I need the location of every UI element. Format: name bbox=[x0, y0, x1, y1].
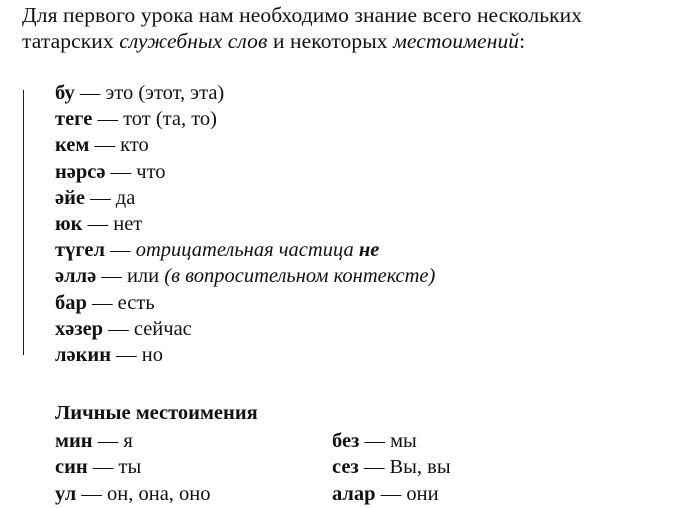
intro-italic-pronouns: местоимений bbox=[393, 29, 520, 53]
pronoun-meaning: ты bbox=[118, 456, 142, 479]
pronoun-term: алар bbox=[332, 482, 376, 505]
pronoun-dash: — bbox=[359, 430, 391, 452]
vocab-meaning-italic: отрицательная частица bbox=[135, 239, 354, 262]
vocab-term: хәзер bbox=[55, 317, 104, 340]
vocabulary-list bbox=[55, 80, 435, 368]
vocab-dash: — bbox=[85, 186, 116, 209]
vocab-dash: — bbox=[103, 317, 134, 340]
vocab-row bbox=[55, 185, 435, 211]
pronoun-dash: — bbox=[358, 456, 390, 479]
vocab-row bbox=[55, 290, 435, 316]
vocab-dash: — bbox=[104, 239, 136, 262]
pronoun-meaning: они bbox=[406, 482, 439, 505]
pronoun-dash: — bbox=[76, 482, 107, 505]
vocab-meaning: есть bbox=[117, 291, 155, 314]
vocab-term: юк bbox=[55, 212, 83, 235]
vocab-meaning: но bbox=[141, 343, 164, 366]
intro-line-2 bbox=[22, 28, 692, 54]
pronoun-meaning: я bbox=[123, 430, 133, 452]
vocab-meaning: что bbox=[136, 160, 166, 183]
vocab-term: бу bbox=[55, 82, 75, 104]
vocab-row bbox=[55, 159, 435, 185]
pronoun-row bbox=[332, 454, 451, 480]
pronouns-heading: Личные местоимения bbox=[55, 402, 258, 424]
pronoun-dash: — bbox=[375, 482, 407, 505]
vocab-dash: — bbox=[86, 291, 118, 314]
vocab-row bbox=[55, 132, 435, 158]
vocab-row bbox=[55, 263, 435, 289]
pronoun-row bbox=[332, 428, 451, 454]
vocab-term: теге bbox=[55, 108, 93, 131]
vocab-meaning: это (этот, эта) bbox=[105, 82, 225, 104]
pronouns-singular-column bbox=[55, 428, 211, 507]
vocab-meaning: тот (та, то) bbox=[123, 108, 217, 131]
vocab-meaning: кто bbox=[120, 134, 149, 157]
vocab-dash: — bbox=[96, 265, 127, 288]
pronoun-row bbox=[55, 481, 211, 507]
pronoun-meaning: он, она, оно bbox=[107, 482, 211, 505]
vocab-meaning: или bbox=[126, 265, 160, 288]
pronoun-term: мин bbox=[55, 430, 93, 452]
vocab-dash: — bbox=[92, 108, 124, 131]
vocab-term: бар bbox=[55, 291, 87, 314]
vocab-term: түгел bbox=[55, 239, 105, 262]
vocab-row bbox=[55, 80, 435, 106]
pronoun-meaning: Вы, вы bbox=[389, 456, 451, 479]
pronoun-row bbox=[332, 481, 451, 507]
vocab-dash: — bbox=[89, 134, 121, 157]
vocab-dash: — bbox=[111, 343, 142, 366]
pronoun-meaning: мы bbox=[390, 430, 417, 452]
intro-line-1: Для первого урока нам необходимо знание всего нескольких bbox=[22, 3, 583, 27]
vocab-term: әллә bbox=[55, 265, 97, 288]
vocab-meaning-bold-italic: не bbox=[358, 239, 380, 262]
pronoun-row bbox=[55, 454, 211, 480]
pronouns-plural-column bbox=[332, 428, 451, 507]
vocab-term: кем bbox=[55, 134, 90, 157]
vocab-row bbox=[55, 106, 435, 132]
vocab-dash: — bbox=[82, 212, 114, 235]
vocab-meaning: нет bbox=[113, 212, 143, 235]
pronoun-dash: — bbox=[92, 430, 124, 452]
intro-line-2-start: татарских bbox=[22, 29, 120, 53]
pronoun-term: без bbox=[332, 430, 360, 452]
intro-line-2-end: : bbox=[519, 29, 526, 53]
vocab-row bbox=[55, 237, 435, 263]
intro-italic-service-words: служебных слов bbox=[119, 29, 268, 53]
vocab-dash: — bbox=[74, 82, 106, 104]
vocab-dash: — bbox=[105, 160, 137, 183]
vocab-meaning: да bbox=[115, 186, 136, 209]
pronoun-dash: — bbox=[87, 456, 119, 479]
pronoun-term: ул bbox=[55, 482, 77, 505]
vocab-row bbox=[55, 316, 435, 342]
pronoun-row bbox=[55, 428, 211, 454]
vocab-meaning: сейчас bbox=[133, 317, 192, 340]
vocab-note: (в вопросительном контексте) bbox=[164, 265, 436, 288]
vocab-term: әйе bbox=[55, 186, 86, 209]
intro-line-2-mid: и некоторых bbox=[267, 29, 394, 53]
vocab-term: нәрсә bbox=[55, 160, 106, 183]
pronoun-term: син bbox=[55, 456, 88, 479]
vocab-row bbox=[55, 211, 435, 237]
pronoun-term: сез bbox=[332, 456, 359, 479]
vocab-term: ләкин bbox=[55, 343, 112, 366]
vocab-row bbox=[55, 342, 435, 368]
margin-vertical-rule bbox=[23, 90, 24, 355]
intro-paragraph bbox=[22, 2, 692, 54]
